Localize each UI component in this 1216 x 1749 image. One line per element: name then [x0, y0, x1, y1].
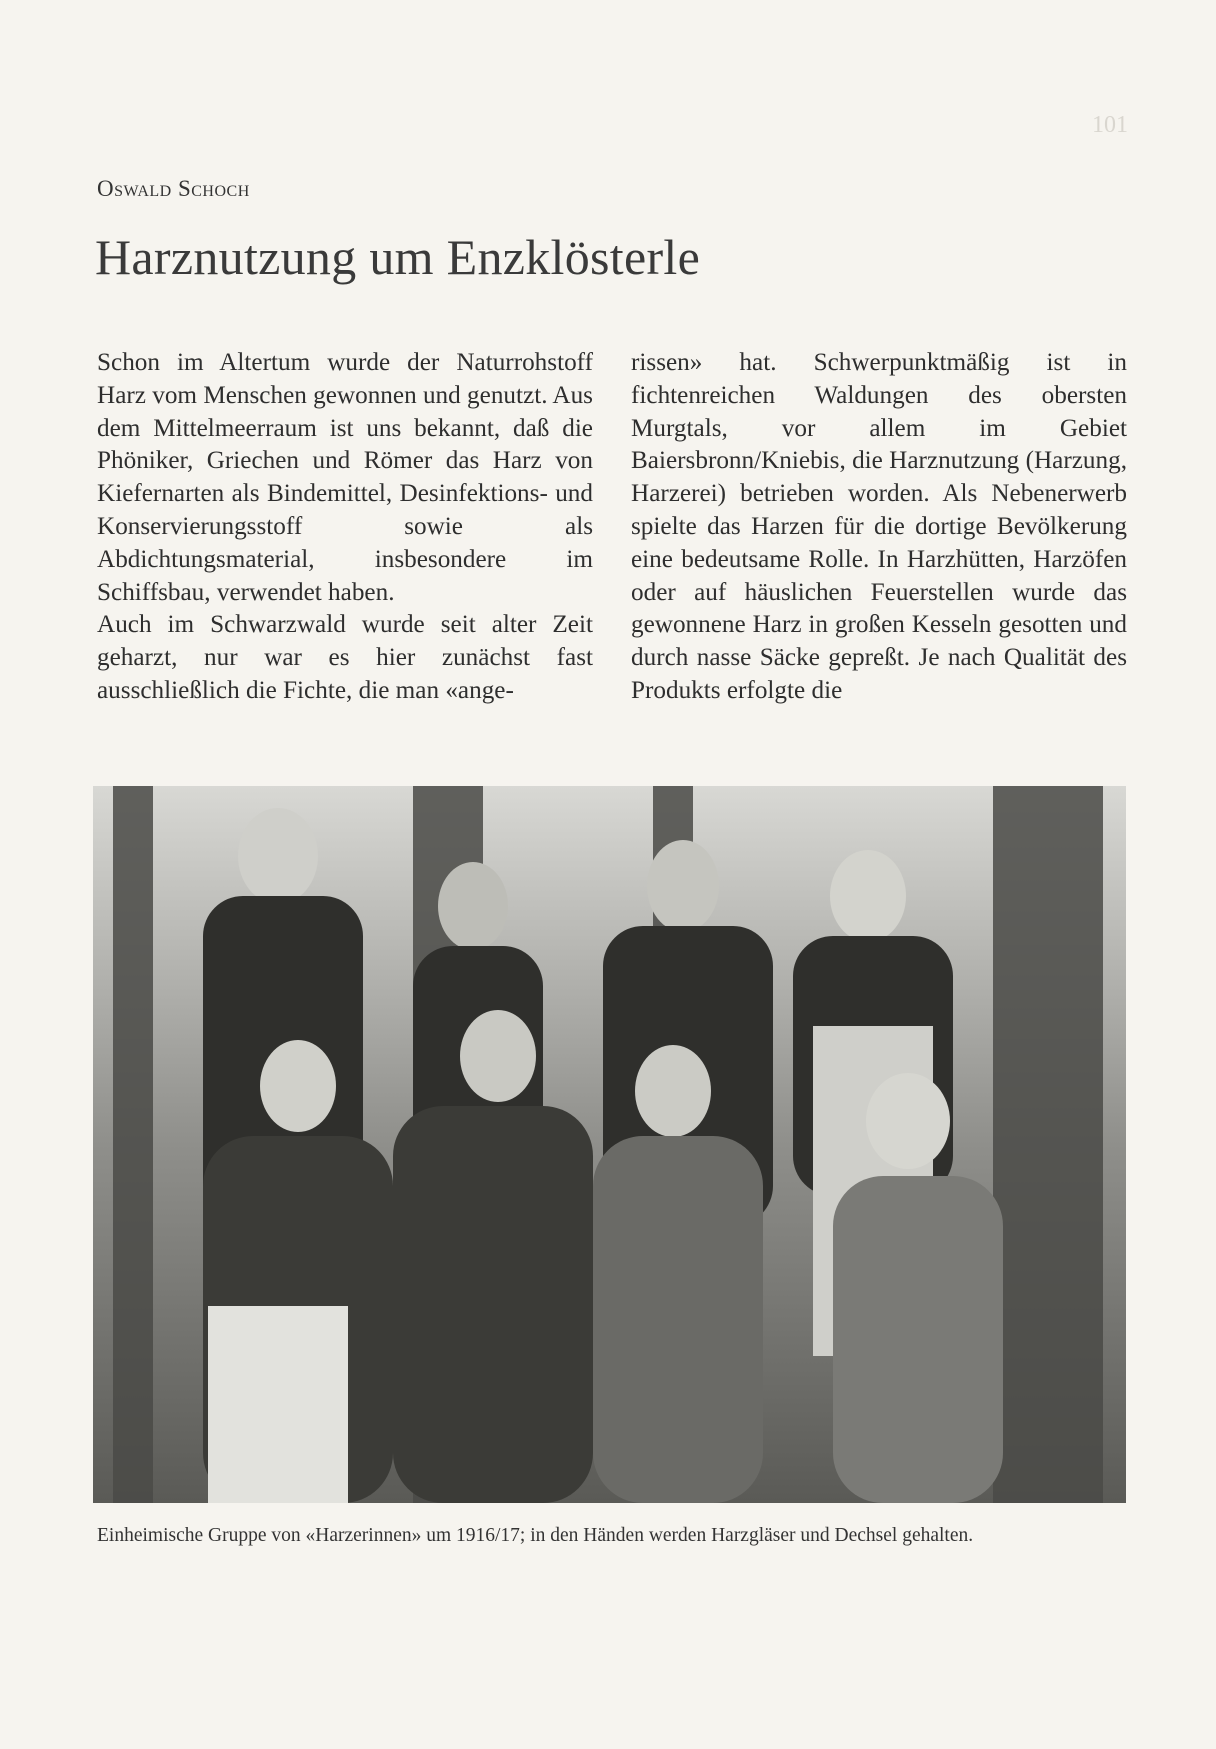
author-name: Oswald Schoch [97, 176, 250, 201]
page-number: 101 [1092, 112, 1128, 138]
paragraph: rissen» hat. Schwerpunktmäßig ist in fichtenreichen Waldungen des obersten Murgtals, vor allem im Gebiet Baiersbronn/Kniebis, die Harznutzung (Harzung, Harzerei) betrieben worden. Als Nebenerwerb spielte das Harzen für die dortige Bevölkerung eine bedeutsame Rolle. In Harzhütten, Harzöfen oder auf häuslichen Feuerstellen wurde das gewonnene Harz in großen Kesseln gesotten und durch nasse Säcke gepreßt. Je nach Qualität des Produkts erfolgte die [631, 349, 1127, 704]
left-column [97, 347, 593, 747]
paragraph: Schon im Altertum wurde der Naturrohstoff Harz vom Menschen gewonnen und genutzt. Aus dem Mittelmeerraum ist uns bekannt, daß die Phöniker, Griechen und Römer das Harz von Kiefernarten als Bindemittel, Desinfektions- und Konservierungsstoff sowie als Abdichtungsmaterial, insbesondere im Schiffsbau, verwendet haben. [97, 349, 593, 606]
photo-caption: Einheimische Gruppe von «Harzerinnen» um 1916/17; in den Händen werden Harzgläser und Dechsel gehalten. [97, 1525, 974, 1546]
article-title: Harznutzung um Enzklösterle [95, 229, 701, 285]
photo-illustration [93, 786, 1126, 1503]
body-columns [97, 347, 1127, 747]
group-photo [93, 786, 1126, 1503]
paragraph: Auch im Schwarzwald wurde seit alter Zeit geharzt, nur war es hier zunächst fast ausschließlich die Fichte, die man «ange- [97, 611, 593, 704]
right-column [631, 347, 1127, 747]
